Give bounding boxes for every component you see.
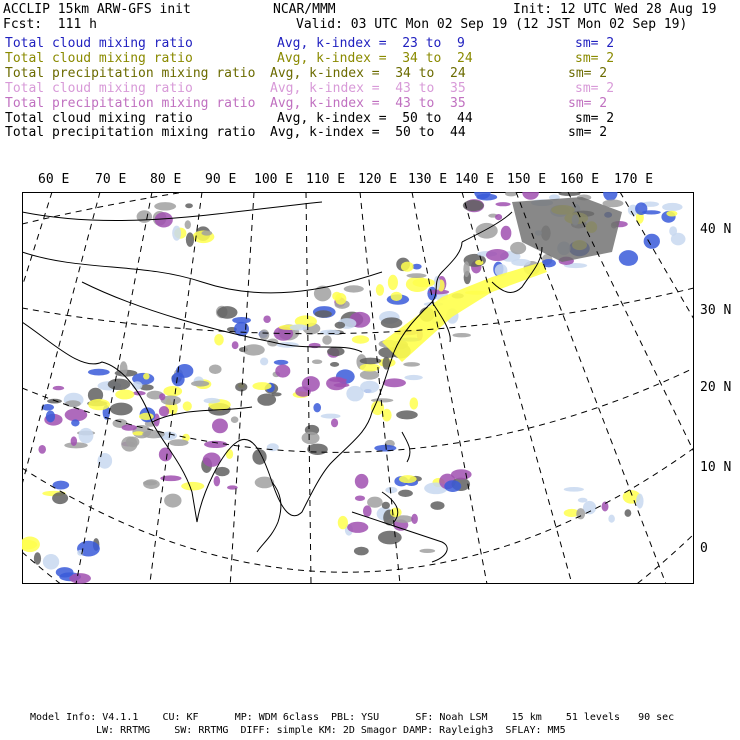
cloud-patch-26 (38, 445, 46, 454)
lon-label-4: 100 E (254, 172, 294, 187)
cloud-patch-207 (671, 233, 686, 246)
legend-sm-2: sm= 2 (568, 65, 608, 81)
lon-label-0: 60 E (38, 172, 70, 187)
cloud-patch-43 (235, 382, 247, 391)
footer-physics-info: LW: RRTMG SW: RRTMG DIFF: simple KM: 2D Smagor DAMP: Rayleigh3 SFLAY: MM5 (96, 725, 566, 736)
cloud-patch-168 (495, 202, 510, 206)
cloud-patch-274 (338, 516, 348, 529)
cloud-patch-196 (495, 214, 502, 220)
cloud-patch-87 (313, 403, 321, 412)
cloud-patch-144 (139, 413, 154, 420)
cloud-patch-282 (69, 573, 91, 584)
cloud-patch-319 (315, 310, 332, 317)
cloud-patch-108 (330, 362, 339, 367)
cloud-patch-220 (666, 211, 677, 217)
legend-avg-3: Avg, k-index = 43 to 35 (270, 80, 466, 96)
lon-label-2: 80 E (150, 172, 182, 187)
init-time: Init: 12 UTC Wed 28 Aug 19 (513, 2, 717, 17)
lon-label-7: 130 E (408, 172, 448, 187)
cloud-patch-162 (159, 393, 165, 400)
cloud-patch-50 (181, 482, 204, 491)
legend-sm-4: sm= 2 (568, 95, 608, 111)
cloud-patch-301 (155, 212, 173, 227)
cloud-patch-210 (662, 203, 682, 211)
cloud-patch-273 (390, 507, 402, 517)
legend-field-3: Total cloud mixing ratio (5, 80, 193, 96)
cloud-patch-231 (407, 273, 427, 278)
cloud-patch-248 (378, 531, 402, 545)
cloud-patch-305 (172, 226, 181, 241)
cloud-patch-322 (243, 344, 265, 355)
cloud-patch-93 (259, 329, 269, 340)
cloud-patch-164 (169, 439, 189, 446)
cloud-patch-324 (232, 341, 239, 349)
cloud-patch-271 (451, 469, 472, 479)
cloud-patch-96 (302, 432, 320, 444)
cloud-patch-245 (385, 487, 397, 493)
forecast-map (22, 192, 694, 584)
cloud-patch-278 (43, 554, 59, 570)
cloud-patch-293 (578, 498, 588, 503)
cloud-patch-125 (388, 275, 398, 290)
cloud-patch-270 (430, 501, 444, 510)
cloud-patch-69 (352, 335, 369, 343)
cloud-patch-46 (212, 418, 228, 433)
cloud-patch-55 (267, 443, 279, 451)
cloud-patch-243 (401, 262, 414, 272)
cloud-patch-323 (322, 335, 332, 345)
cloud-patch-259 (398, 490, 413, 497)
cloud-patch-83 (321, 414, 341, 419)
cloud-patch-85 (396, 410, 418, 419)
cloud-patch-294 (608, 515, 615, 523)
org-label: NCAR/MMM (273, 2, 336, 17)
cloud-patch-204 (486, 249, 509, 261)
legend-sm-1: sm= 2 (575, 50, 615, 66)
cloud-patch-269 (347, 522, 368, 533)
cloud-patch-68 (371, 398, 393, 402)
lon-label-11: 170 E (614, 172, 654, 187)
cloud-patch-121 (329, 378, 347, 382)
lon-label-8: 140 E (455, 172, 495, 187)
lat-label-1: 30 N (700, 303, 732, 318)
cloud-patch-157 (71, 419, 79, 426)
lat-label-0: 40 N (700, 222, 732, 237)
cloud-patch-298 (137, 210, 152, 223)
legend-avg-1: Avg, k-index = 34 to 24 (277, 50, 473, 66)
lat-label-2: 20 N (700, 380, 732, 395)
cloud-patch-48 (214, 476, 221, 486)
cloud-patch-54 (204, 398, 221, 404)
cloud-patch-200 (510, 242, 526, 254)
cloud-patch-59 (143, 480, 157, 485)
cloud-patch-297 (185, 203, 193, 208)
cloud-patch-30 (53, 386, 64, 390)
cloud-patch-252 (355, 474, 369, 489)
legend-field-1: Total cloud mixing ratio (5, 50, 193, 66)
cloud-patch-326 (232, 317, 251, 324)
footer-model-info: Model Info: V4.1.1 CU: KF MP: WDM 6class PBL: YSU SF: Noah LSM 15 km 51 levels 90 sec (30, 712, 675, 723)
cloud-patch-49 (115, 389, 134, 399)
cloud-patch-228 (452, 333, 471, 337)
cloud-patch-126 (360, 358, 382, 365)
cloud-patch-81 (252, 382, 271, 390)
cloud-patch-310 (320, 330, 340, 336)
legend-field-0: Total cloud mixing ratio (5, 36, 193, 51)
legend-avg-4: Avg, k-index = 43 to 35 (270, 95, 466, 111)
cloud-patch-2 (226, 449, 233, 459)
cloud-patch-159 (120, 361, 128, 376)
cloud-patch-254 (382, 502, 390, 509)
cloud-patch-283 (56, 567, 74, 577)
cloud-patch-155 (122, 424, 137, 430)
cloud-patch-131 (346, 386, 363, 402)
cloud-patch-71 (260, 357, 268, 365)
cloud-patch-95 (257, 393, 276, 405)
cloud-patch-161 (88, 399, 110, 410)
cloud-patch-147 (143, 373, 149, 380)
forecast-hour: Fcst: 111 h (3, 17, 97, 32)
legend-avg-0: Avg, k-index = 23 to 9 (277, 36, 465, 51)
cloud-patch-266 (411, 514, 418, 524)
cloud-patch-317 (263, 315, 271, 323)
cloud-patch-130 (404, 375, 422, 380)
cloud-patch-110 (383, 378, 406, 387)
cloud-patch-320 (290, 324, 308, 330)
cloud-patch-262 (367, 497, 383, 508)
cloud-patch-60 (312, 359, 322, 364)
cloud-patch-202 (475, 260, 483, 265)
cloud-patch-117 (344, 285, 364, 292)
cloud-patch-133 (381, 317, 403, 328)
cloud-patch-61 (307, 444, 328, 455)
legend-sm-3: sm= 2 (575, 80, 615, 96)
legend-field-4: Total precipitation mixing ratio (5, 95, 256, 111)
cloud-patch-181 (476, 194, 497, 201)
valid-time: Valid: 03 UTC Mon 02 Sep 19 (12 JST Mon 02 Sep 19) (296, 17, 688, 32)
cloud-patch-128 (327, 347, 345, 356)
cloud-patch-312 (214, 334, 224, 346)
legend-field-5: Total cloud mixing ratio (5, 110, 193, 126)
cloud-patch-148 (183, 401, 192, 411)
cloud-patch-299 (185, 220, 191, 229)
cloud-patch-286 (564, 487, 584, 492)
lon-label-3: 90 E (205, 172, 237, 187)
cloud-patch-304 (154, 202, 176, 210)
model-title: ACCLIP 15km ARW-GFS init (3, 2, 191, 17)
cloud-patch-24 (47, 399, 62, 404)
legend-sm-6: sm= 2 (568, 125, 608, 141)
cloud-patch-41 (46, 411, 55, 423)
cloud-patch-158 (79, 428, 94, 443)
cloud-patch-214 (644, 234, 660, 249)
cloud-patch-268 (444, 480, 461, 492)
cloud-patch-36 (52, 492, 68, 504)
cloud-patch-70 (410, 397, 419, 409)
cloud-patch-134 (335, 293, 346, 305)
lon-label-10: 160 E (560, 172, 600, 187)
cloud-patch-287 (625, 509, 632, 517)
cloud-patch-80 (331, 418, 338, 427)
cloud-patch-306 (201, 231, 212, 236)
lon-label-6: 120 E (358, 172, 398, 187)
lon-label-5: 110 E (306, 172, 346, 187)
cloud-patch-290 (636, 494, 643, 509)
lat-label-3: 10 N (700, 460, 732, 475)
cloud-patch-303 (186, 232, 194, 246)
cloud-patch-94 (274, 360, 289, 365)
legend-field-2: Total precipitation mixing ratio (5, 65, 256, 81)
cloud-patch-263 (399, 475, 417, 483)
cloud-patch-140 (110, 403, 133, 416)
cloud-patch-325 (217, 306, 237, 319)
cloud-patch-39 (191, 381, 209, 387)
cloud-patch-106 (335, 322, 346, 329)
lat-label-4: 0 (700, 541, 708, 556)
cloud-patch-224 (635, 202, 647, 215)
cloud-patch-112 (376, 284, 384, 296)
cloud-patch-249 (354, 547, 369, 556)
cloud-patch-244 (413, 278, 435, 287)
cloud-patch-215 (619, 250, 638, 266)
legend-avg-2: Avg, k-index = 34 to 24 (270, 65, 466, 81)
legend-avg-5: Avg, k-index = 50 to 44 (277, 110, 473, 126)
cloud-patch-149 (98, 453, 113, 469)
cloud-patch-272 (363, 505, 372, 517)
cloud-patch-154 (65, 400, 81, 407)
cloud-patch-152 (88, 369, 110, 376)
cloud-patch-240 (463, 261, 469, 277)
lon-label-9: 150 E (507, 172, 547, 187)
cloud-patch-97 (275, 364, 290, 377)
cloud-patch-137 (163, 386, 182, 396)
lon-label-1: 70 E (95, 172, 127, 187)
cloud-patch-122 (391, 292, 403, 301)
cloud-patch-53 (108, 379, 131, 390)
cloud-patch-145 (159, 406, 169, 417)
legend-sm-0: sm= 2 (575, 36, 615, 51)
cloud-patch-35 (164, 494, 181, 508)
cloud-patch-99 (360, 363, 380, 371)
legend-avg-6: Avg, k-index = 50 to 44 (270, 125, 466, 141)
cloud-patch-142 (71, 436, 77, 446)
cloud-patch-163 (121, 436, 137, 451)
legend-field-6: Total precipitation mixing ratio (5, 125, 256, 141)
legend-sm-5: sm= 2 (575, 110, 615, 126)
cloud-patch-265 (419, 549, 435, 553)
cloud-patch-38 (209, 364, 222, 374)
cloud-patch-186 (501, 226, 512, 241)
cloud-patch-264 (355, 495, 365, 500)
cloud-patch-51 (231, 416, 239, 423)
cloud-patch-104 (403, 362, 420, 367)
